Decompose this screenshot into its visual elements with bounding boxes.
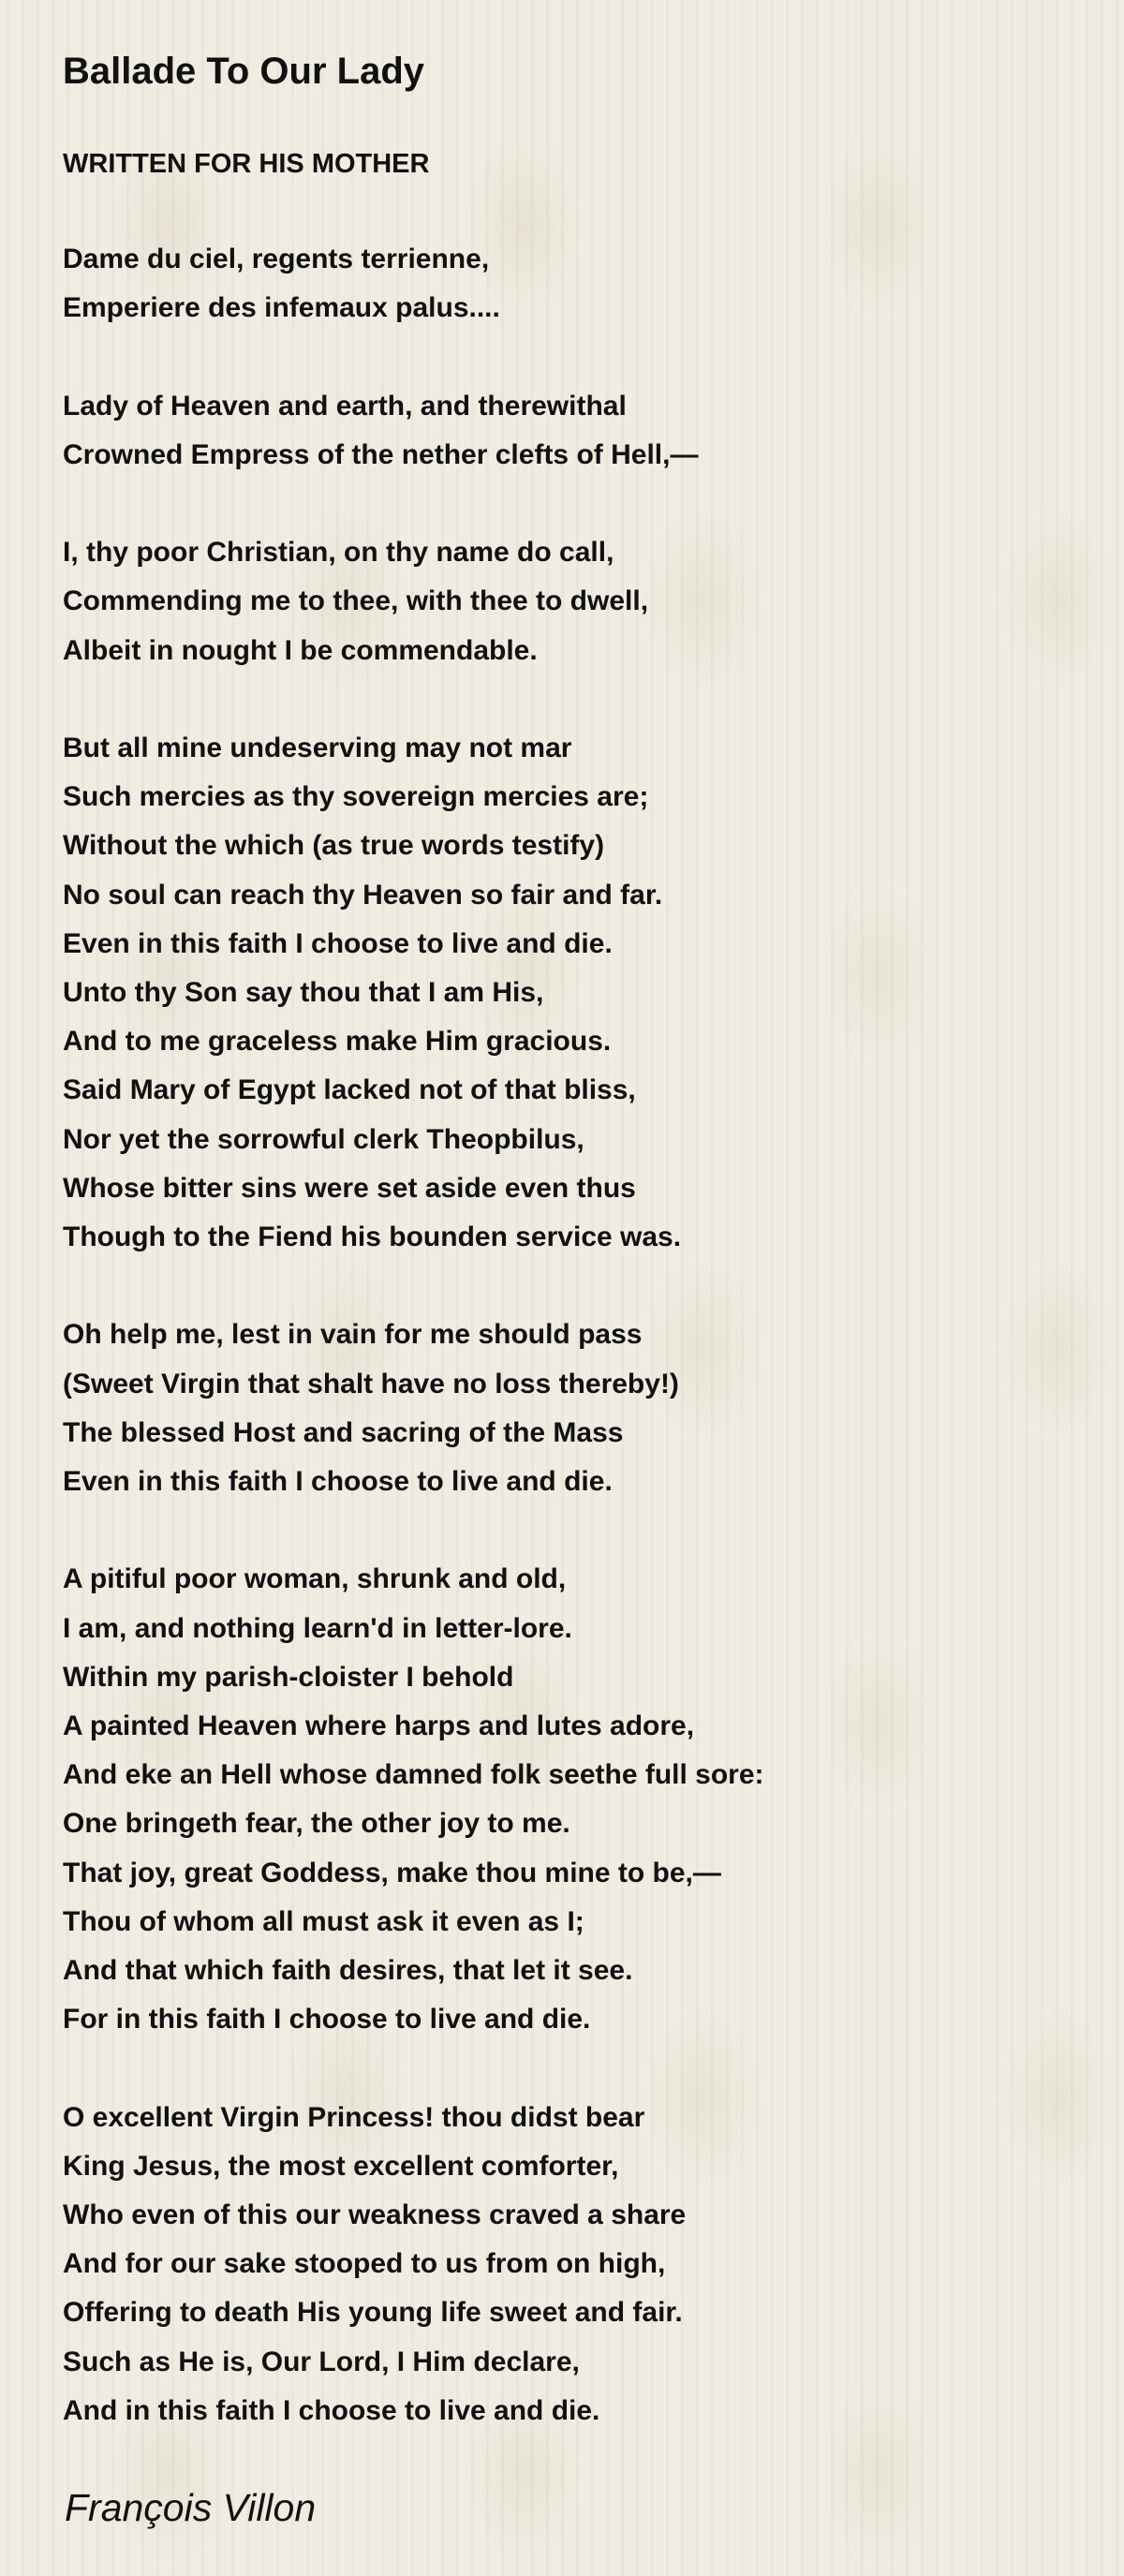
poem-line: I am, and nothing learn'd in letter-lore. (63, 1613, 572, 1644)
poem-line: King Jesus, the most excellent comforter, (63, 2151, 619, 2182)
poem-line: That joy, great Goddess, make thou mine to be,— (63, 1858, 721, 1888)
poem-line: For in this faith I choose to live and die. (63, 2004, 591, 2035)
poem-line: Even in this faith I choose to live and die. (63, 1466, 613, 1497)
poem-line: And for our sake stooped to us from on high, (63, 2248, 666, 2279)
poem-line: Dame du ciel, regents terrienne, (63, 244, 490, 274)
poem-line: Commending me to thee, with thee to dwell, (63, 585, 649, 616)
poem-subtitle: WRITTEN FOR HIS MOTHER (63, 149, 430, 179)
poem-line: Nor yet the sorrowful clerk Theopbilus, (63, 1124, 584, 1155)
poem-author: François Villon (65, 2486, 317, 2529)
poem-line: Who even of this our weakness craved a share (63, 2199, 687, 2230)
poem-line: And to me graceless make Him gracious. (63, 1026, 612, 1057)
poem-title: Ballade To Our Lady (63, 51, 424, 92)
poem-line: O excellent Virgin Princess! thou didst bear (63, 2102, 645, 2133)
poem-line: A painted Heaven where harps and lutes adore, (63, 1710, 695, 1741)
poem-line: Whose bitter sins were set aside even thus (63, 1173, 636, 1204)
poem-line: Oh help me, lest in vain for me should pass (63, 1319, 643, 1350)
poem-line: Emperiere des infemaux palus.... (63, 292, 500, 323)
poem-line: One bringeth fear, the other joy to me. (63, 1808, 570, 1839)
poem-line: Crowned Empress of the nether clefts of Hell,— (63, 439, 699, 470)
poem-line: Said Mary of Egypt lacked not of that bliss, (63, 1074, 636, 1105)
poem-line: Without the which (as true words testify) (63, 830, 605, 861)
poem-line: (Sweet Virgin that shalt have no loss thereby!) (63, 1369, 679, 1399)
poem-line: And eke an Hell whose damned folk seethe full sore: (63, 1759, 764, 1790)
poem-line: Even in this faith I choose to live and die. (63, 928, 613, 959)
poem-line: A pitiful poor woman, shrunk and old, (63, 1563, 567, 1594)
poem-line: Such mercies as thy sovereign mercies are; (63, 781, 649, 812)
poem-line: Within my parish-cloister I behold (63, 1662, 514, 1693)
poem-line: Unto thy Son say thou that I am His, (63, 977, 544, 1008)
poem-line: I, thy poor Christian, on thy name do call, (63, 537, 614, 568)
poem-line: And in this faith I choose to live and die. (63, 2395, 600, 2426)
poem-line: And that which faith desires, that let it see. (63, 1955, 633, 1986)
poem-line: The blessed Host and sacring of the Mass (63, 1417, 624, 1448)
poem-line: But all mine undeserving may not mar (63, 733, 572, 763)
poem-line: Albeit in nought I be commendable. (63, 635, 538, 666)
poem-line: No soul can reach thy Heaven so fair and far. (63, 880, 663, 910)
poem-line: Though to the Fiend his bounden service was. (63, 1221, 682, 1252)
poem-body (63, 0, 1093, 2576)
poem-line: Such as He is, Our Lord, I Him declare, (63, 2347, 580, 2377)
poem-line: Thou of whom all must ask it even as I; (63, 1906, 584, 1937)
poem-line: Offering to death His young life sweet and fair. (63, 2297, 683, 2328)
poem-line: Lady of Heaven and earth, and therewithal (63, 391, 627, 422)
